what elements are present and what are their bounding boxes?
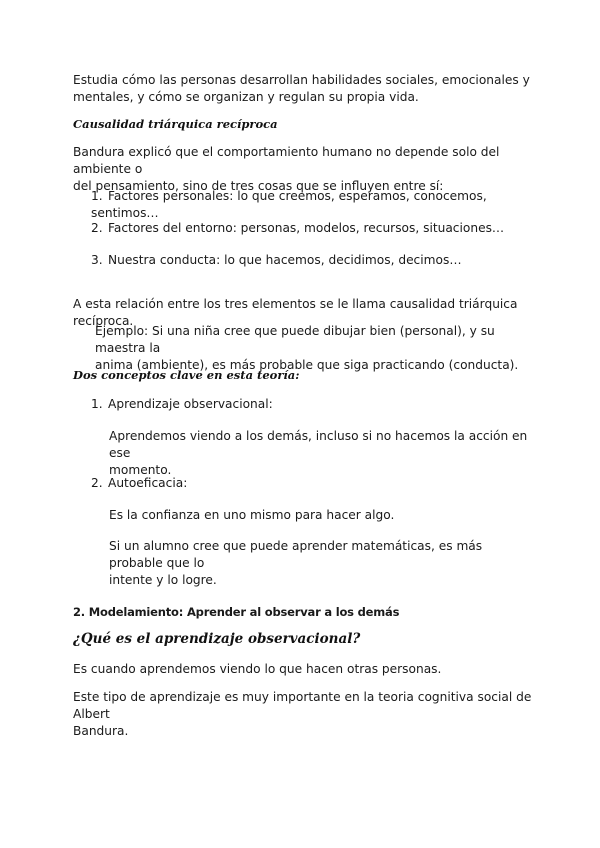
causalidad-line-2: del pensamiento, sino de tres cosas que se influyen entre sí:: [73, 179, 444, 193]
concept-2-example-line-1: Si un alumno cree que puede aprender matemáticas, es más probable que lo: [109, 539, 483, 570]
modelamiento-p2-line-2: Bandura.: [73, 724, 129, 738]
list-item-number: 1.: [91, 397, 103, 411]
list-item-text: Autoeficacia:: [108, 476, 188, 490]
example-line-2: anima (ambiente), es más probable que siga practicando (conducta).: [95, 358, 519, 372]
concept-2-example: [109, 538, 539, 589]
modelamiento-paragraph-1: Es cuando aprendemos viendo lo que hacen otras personas.: [73, 662, 442, 676]
concept-1-line-2: momento.: [109, 463, 172, 477]
list-item-text: Factores del entorno: personas, modelos, recursos, situaciones…: [108, 221, 505, 235]
list-item: [91, 188, 531, 222]
heading-causalidad: Causalidad triárquica recíproca: [73, 117, 278, 131]
list-item-number: 1.: [91, 189, 103, 203]
concept-2-description: Es la confianza en uno mismo para hacer algo.: [109, 508, 395, 522]
concept-1-line-1: Aprendemos viendo a los demás, incluso si no hacemos la acción en ese: [109, 429, 528, 460]
heading-conceptos: Dos conceptos clave en esta teoría:: [73, 368, 300, 382]
list-item: [91, 475, 531, 492]
intro-line-1: Estudia cómo las personas desarrollan habilidades sociales, emocionales y: [73, 73, 530, 87]
list-item-text: Aprendizaje observacional:: [108, 397, 273, 411]
list-item-number: 2.: [91, 476, 103, 490]
list-item: [91, 220, 531, 237]
concept-1-description: [109, 428, 539, 479]
summary-paragraph: A esta relación entre los tres elementos se le llama causalidad triárquica recíproca.: [73, 297, 518, 328]
list-item: [91, 252, 531, 269]
example-line-1: Ejemplo: Si una niña cree que puede dibujar bien (personal), y su maestra la: [95, 324, 495, 355]
list-item-text: Factores personales: lo que creemos, esperamos, conocemos, sentimos…: [91, 189, 487, 220]
causalidad-line-1: Bandura explicó que el comportamiento humano no depende solo del ambiente o: [73, 145, 500, 176]
intro-line-2: mentales, y cómo se organizan y regulan su propia vida.: [73, 90, 419, 104]
list-item-text: Nuestra conducta: lo que hacemos, decidimos, decimos…: [108, 253, 462, 267]
concept-2-example-line-2: intente y lo logre.: [109, 573, 217, 587]
list-item: [91, 396, 531, 413]
heading-modelamiento: 2. Modelamiento: Aprender al observar a los demás: [73, 605, 400, 619]
list-item-number: 2.: [91, 221, 103, 235]
modelamiento-paragraph-2: [73, 689, 533, 740]
subheading-aprendizaje: ¿Qué es el aprendizaje observacional?: [73, 631, 361, 647]
modelamiento-p2-line-1: Este tipo de aprendizaje es muy importante en la teoria cognitiva social de Albert: [73, 690, 532, 721]
list-item-number: 3.: [91, 253, 103, 267]
intro-paragraph: [73, 72, 533, 106]
